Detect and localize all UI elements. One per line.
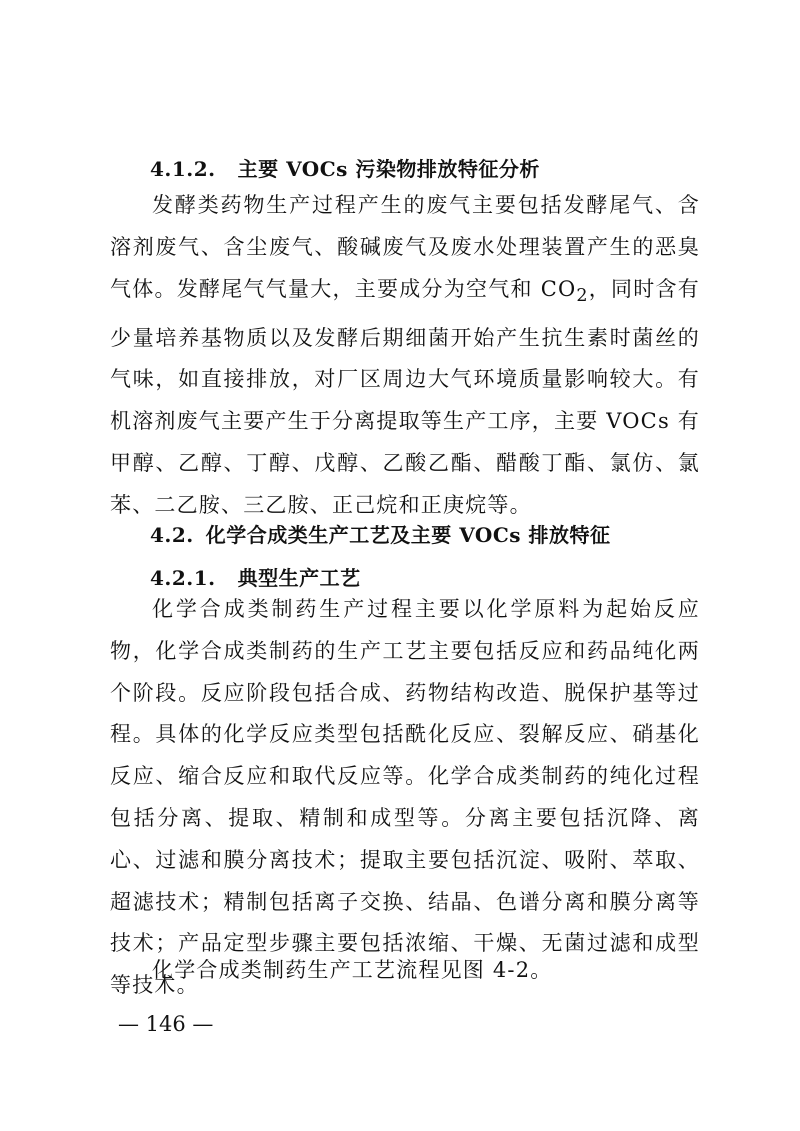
section-number: 4.2.1. <box>150 566 216 590</box>
paragraph-text-before: 发酵类药物生产过程产生的废气主要包括发酵尾气、含溶剂废气、含尘废气、酸碱废气及废水处理装置产生的恶臭气体。发酵尾气气量大，主要成分为空气和 CO <box>110 193 700 301</box>
section-number: 4.2. <box>150 523 194 547</box>
section-title: 主要 VOCs 污染物排放特征分析 <box>237 157 540 181</box>
co2-subscript: 2 <box>576 285 589 306</box>
section-heading-4-1-2 <box>150 153 540 182</box>
section-heading-4-2 <box>150 519 610 548</box>
paragraph-figure-reference: 化学合成类制药生产工艺流程见图 4-2。 <box>152 958 553 982</box>
page-number: — 146 — <box>118 1012 214 1036</box>
section-title: 化学合成类生产工艺及主要 VOCs 排放特征 <box>205 523 611 547</box>
paragraph-chemical-synthesis-process: 化学合成类制药生产过程主要以化学原料为起始反应物，化学合成类制药的生产工艺主要包括反应和药品纯化两个阶段。反应阶段包括合成、药物结构改造、脱保护基等过程。具体的化学反应类型包括酰化反应、裂解反应、硝基化反应、缩合反应和取代反应等。化学合成类制药的纯化过程包括分离、提取、精制和成型等。分离主要包括沉降、离心、过滤和膜分离技术；提取主要包括沉淀、吸附、萃取、超滤技术；精制包括离子交换、结晶、色谱分离和膜分离等技术；产品定型步骤主要包括浓缩、干燥、无菌过滤和成型等技术。 <box>110 597 700 998</box>
paragraph-fermentation-emissions <box>110 185 700 527</box>
section-heading-4-2-1 <box>150 562 361 591</box>
paragraph-text-after: ，同时含有少量培养基物质以及发酵后期细菌开始产生抗生素时菌丝的气味，如直接排放，对厂区周边大气环境质量影响较大。有机溶剂废气主要产生于分离提取等生产工序，主要 VOCs 有甲醇、乙醇、丁醇、戊醇、乙酸乙酯、醋酸丁酯、氯仿、氯苯、二乙胺、三乙胺、正己烷和正庚烷等。 <box>110 276 701 517</box>
section-number: 4.1.2. <box>150 157 216 181</box>
section-title: 典型生产工艺 <box>237 566 361 590</box>
